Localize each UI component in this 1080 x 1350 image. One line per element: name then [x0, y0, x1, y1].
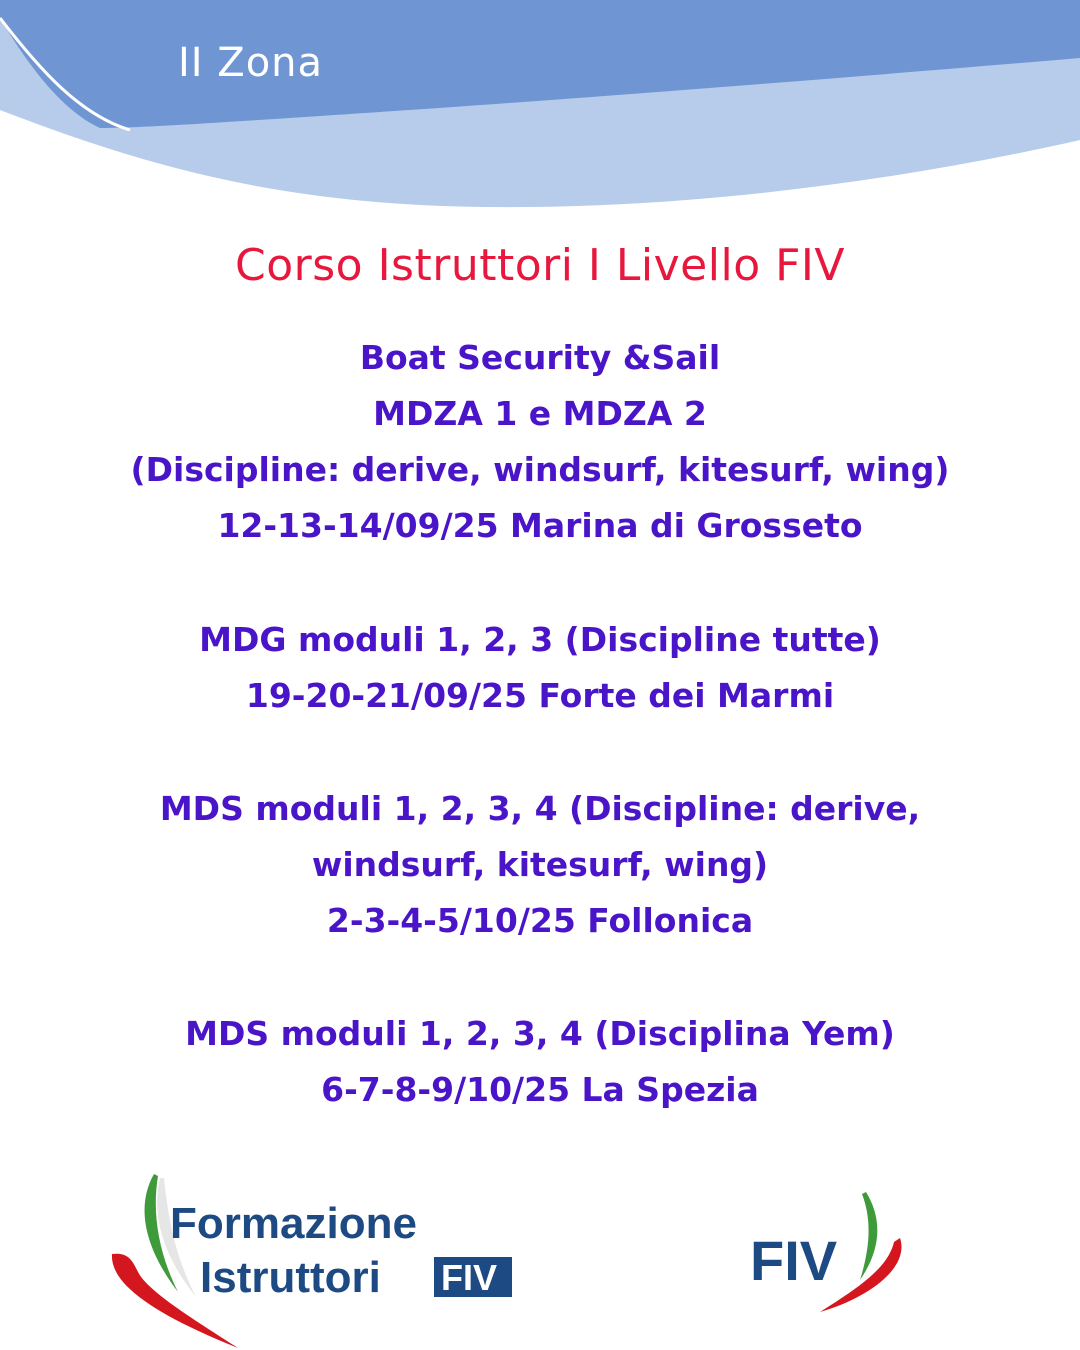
course-name: Boat Security &Sail: [359, 338, 721, 377]
logo-istruttori-text: Istruttori: [200, 1253, 381, 1302]
course-block-4: [0, 1006, 1080, 1118]
course-disciplines: windsurf, kitesurf, wing): [311, 845, 769, 884]
formazione-istruttori-logo: [108, 1172, 514, 1348]
zone-label: II Zona: [178, 40, 324, 86]
fiv-logo-text: FIV: [750, 1229, 838, 1292]
fiv-logo: [748, 1188, 910, 1316]
course-date-location: 2-3-4-5/10/25 Follonica: [326, 901, 754, 940]
course-block-3: [0, 781, 1080, 949]
course-modules: MDS moduli 1, 2, 3, 4 (Disciplina Yem): [185, 1014, 895, 1053]
header-wave-decoration: [0, 0, 1080, 215]
course-title: Corso Istruttori I Livello FIV: [235, 240, 845, 291]
course-disciplines: (Discipline: derive, windsurf, kitesurf, wing): [130, 450, 950, 489]
course-date-location: 6-7-8-9/10/25 La Spezia: [321, 1070, 759, 1109]
course-date-location: 12-13-14/09/25 Marina di Grosseto: [217, 506, 863, 545]
course-modules: MDS moduli 1, 2, 3, 4 (Discipline: derive,: [159, 789, 921, 828]
logo-fiv-badge-text: FIV: [441, 1257, 498, 1298]
course-modules: MDZA 1 e MDZA 2: [373, 394, 707, 433]
course-block-1: [0, 330, 1080, 554]
course-block-2: [0, 612, 1080, 724]
fiv-green-swoosh: [860, 1192, 877, 1280]
course-date-location: 19-20-21/09/25 Forte dei Marmi: [245, 676, 835, 715]
course-modules: MDG moduli 1, 2, 3 (Discipline tutte): [199, 620, 881, 659]
logo-formazione-text: Formazione: [170, 1199, 417, 1248]
